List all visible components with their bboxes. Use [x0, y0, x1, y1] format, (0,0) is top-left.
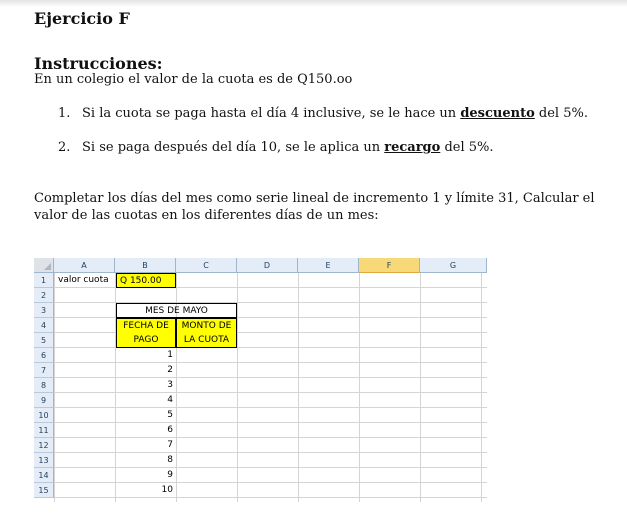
row-header-5[interactable]: 5 — [34, 333, 54, 348]
rule-text-end: del 5%. — [534, 106, 588, 121]
rule-item-1 — [58, 106, 588, 121]
row-header-3[interactable]: 3 — [34, 303, 54, 318]
row-header-12[interactable]: 12 — [34, 438, 54, 453]
rule-keyword: descuento — [460, 106, 535, 121]
row-header-14[interactable]: 14 — [34, 468, 54, 483]
rule-number: 2. — [58, 140, 71, 155]
column-header-f[interactable]: F — [359, 258, 420, 273]
task-text: Completar los días del mes como serie lineal de incremento 1 y límite 31, Calcular el valor de las cuotas en los diferentes días de un mes: — [34, 191, 595, 223]
document-title: Ejercicio F — [34, 9, 130, 28]
rule-text-end: del 5%. — [440, 140, 494, 155]
day-cell[interactable]: 8 — [167, 455, 173, 465]
cell-b1[interactable]: Q 150.00 — [116, 273, 176, 288]
rule-text: Si se paga después del día 10, se le aplica un — [82, 140, 385, 155]
row-header-13[interactable]: 13 — [34, 453, 54, 468]
row-header-4[interactable]: 4 — [34, 318, 54, 333]
cell-c5[interactable]: LA CUOTA — [176, 333, 237, 348]
column-header-d[interactable]: D — [237, 258, 298, 273]
intro-text: En un colegio el valor de la cuota es de Q150.oo — [34, 72, 353, 87]
column-header-e[interactable]: E — [298, 258, 359, 273]
day-cell[interactable]: 3 — [167, 380, 173, 390]
day-cell[interactable]: 7 — [167, 440, 173, 450]
top-shadow-bar — [0, 0, 627, 7]
day-cell[interactable]: 10 — [161, 485, 173, 495]
day-cell[interactable]: 6 — [167, 425, 173, 435]
grid-line — [481, 273, 482, 502]
column-header-b[interactable]: B — [115, 258, 176, 273]
cell-b3-merged[interactable]: MES DE MAYO — [116, 303, 237, 318]
rule-text: Si la cuota se paga hasta el día 4 inclusive, se le hace un — [82, 106, 461, 121]
cell-b4[interactable]: FECHA DE — [116, 318, 176, 333]
day-cell[interactable]: 5 — [167, 410, 173, 420]
row-header-7[interactable]: 7 — [34, 363, 54, 378]
row-header-6[interactable]: 6 — [34, 348, 54, 363]
grid-line — [237, 273, 238, 502]
column-header-c[interactable]: C — [176, 258, 237, 273]
row-header-8[interactable]: 8 — [34, 378, 54, 393]
day-cell[interactable]: 1 — [167, 350, 173, 360]
select-all-corner[interactable] — [34, 258, 54, 273]
row-header-9[interactable]: 9 — [34, 393, 54, 408]
cell-b5[interactable]: PAGO — [116, 333, 176, 348]
grid-line — [298, 273, 299, 502]
rule-number: 1. — [58, 106, 71, 121]
grid-line — [420, 273, 421, 502]
column-header-g[interactable]: G — [420, 258, 487, 273]
row-header-10[interactable]: 10 — [34, 408, 54, 423]
spreadsheet — [34, 258, 487, 502]
row-header-2[interactable]: 2 — [34, 288, 54, 303]
day-cell[interactable]: 4 — [167, 395, 173, 405]
row-header-15[interactable]: 15 — [34, 483, 54, 498]
row-header-11[interactable]: 11 — [34, 423, 54, 438]
grid-line — [359, 273, 360, 502]
rule-item-2 — [58, 140, 494, 155]
day-cell[interactable]: 9 — [167, 470, 173, 480]
instructions-heading: Instrucciones: — [34, 54, 163, 73]
cell-c4[interactable]: MONTO DE — [176, 318, 237, 333]
day-cell[interactable]: 2 — [167, 365, 173, 375]
row-header-1[interactable]: 1 — [34, 273, 54, 288]
cell-a1[interactable]: valor cuota — [58, 275, 109, 285]
column-header-a[interactable]: A — [54, 258, 115, 273]
rule-keyword: recargo — [384, 140, 441, 155]
